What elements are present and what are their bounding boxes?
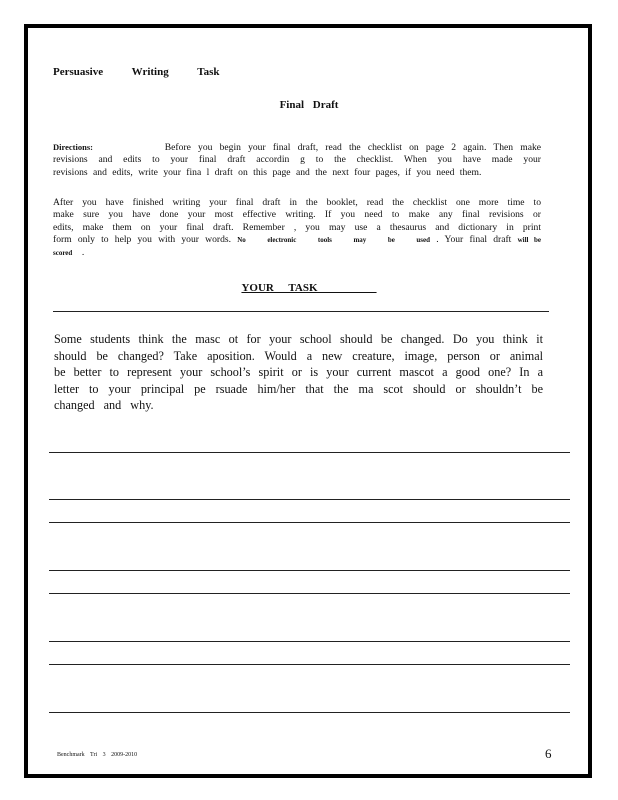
page-number: 6 xyxy=(545,746,552,761)
task-prompt-line-1: Some students think the masc ot for your school should be changed. Do you think it xyxy=(54,332,543,346)
directions-paragraph xyxy=(53,141,541,179)
instructions-line-5: scored . xyxy=(53,246,85,258)
writing-line[interactable] xyxy=(49,641,570,642)
instructions-line-4: form only to help you with your words. No electronic tools may be used . Your final draft will be xyxy=(53,234,542,246)
instructions-paragraph xyxy=(53,197,541,259)
document-subtitle: Final Draft xyxy=(279,99,339,111)
instructions-line-2: make sure you have done your most effective writing. If you need to make any final revisions or xyxy=(53,209,541,221)
writing-line[interactable] xyxy=(49,593,570,594)
document-header: Persuasive Writing Task xyxy=(53,66,220,78)
writing-line[interactable] xyxy=(49,499,570,500)
task-prompt-line-3: be better to represent your school’s spirit or is your current mascot a good one? In a xyxy=(54,365,543,379)
writing-line[interactable] xyxy=(49,712,570,713)
task-prompt-line-2: should be changed? Take aposition. Would a new creature, image, person or animal xyxy=(54,348,543,363)
writing-line[interactable] xyxy=(49,570,570,571)
task-separator xyxy=(53,311,549,312)
footer-benchmark: Benchmark Tri 3 2009-2010 xyxy=(57,752,138,758)
task-prompt-line-4: letter to your principal pe rsuade him/her that the ma scot should or shouldn’t be xyxy=(54,381,543,396)
instructions-line-1: After you have finished writing your final draft in the booklet, read the checklist one more time to xyxy=(53,197,541,208)
task-prompt xyxy=(54,331,543,414)
task-prompt-line-5: changed and why. xyxy=(54,398,154,412)
directions-line-1: Directions: Before you begin your final draft, read the checklist on page 2 again. Then make xyxy=(53,142,542,153)
directions-line-2: revisions and edits to your final draft accordin g to the checklist. When you have made your xyxy=(53,154,541,166)
instructions-line-3: edits, make them on your final draft. Remember , you may use a thesaurus and dictionary in print xyxy=(53,221,541,233)
writing-line[interactable] xyxy=(49,522,570,523)
directions-label: Directions: xyxy=(53,142,93,152)
your-task-heading: YOUR TASK xyxy=(241,282,318,294)
directions-line-3: revisions and edits, write your fina l draft on this page and the next four pages, if you need them. xyxy=(53,166,482,178)
writing-line[interactable] xyxy=(49,664,570,665)
writing-line[interactable] xyxy=(49,452,570,453)
